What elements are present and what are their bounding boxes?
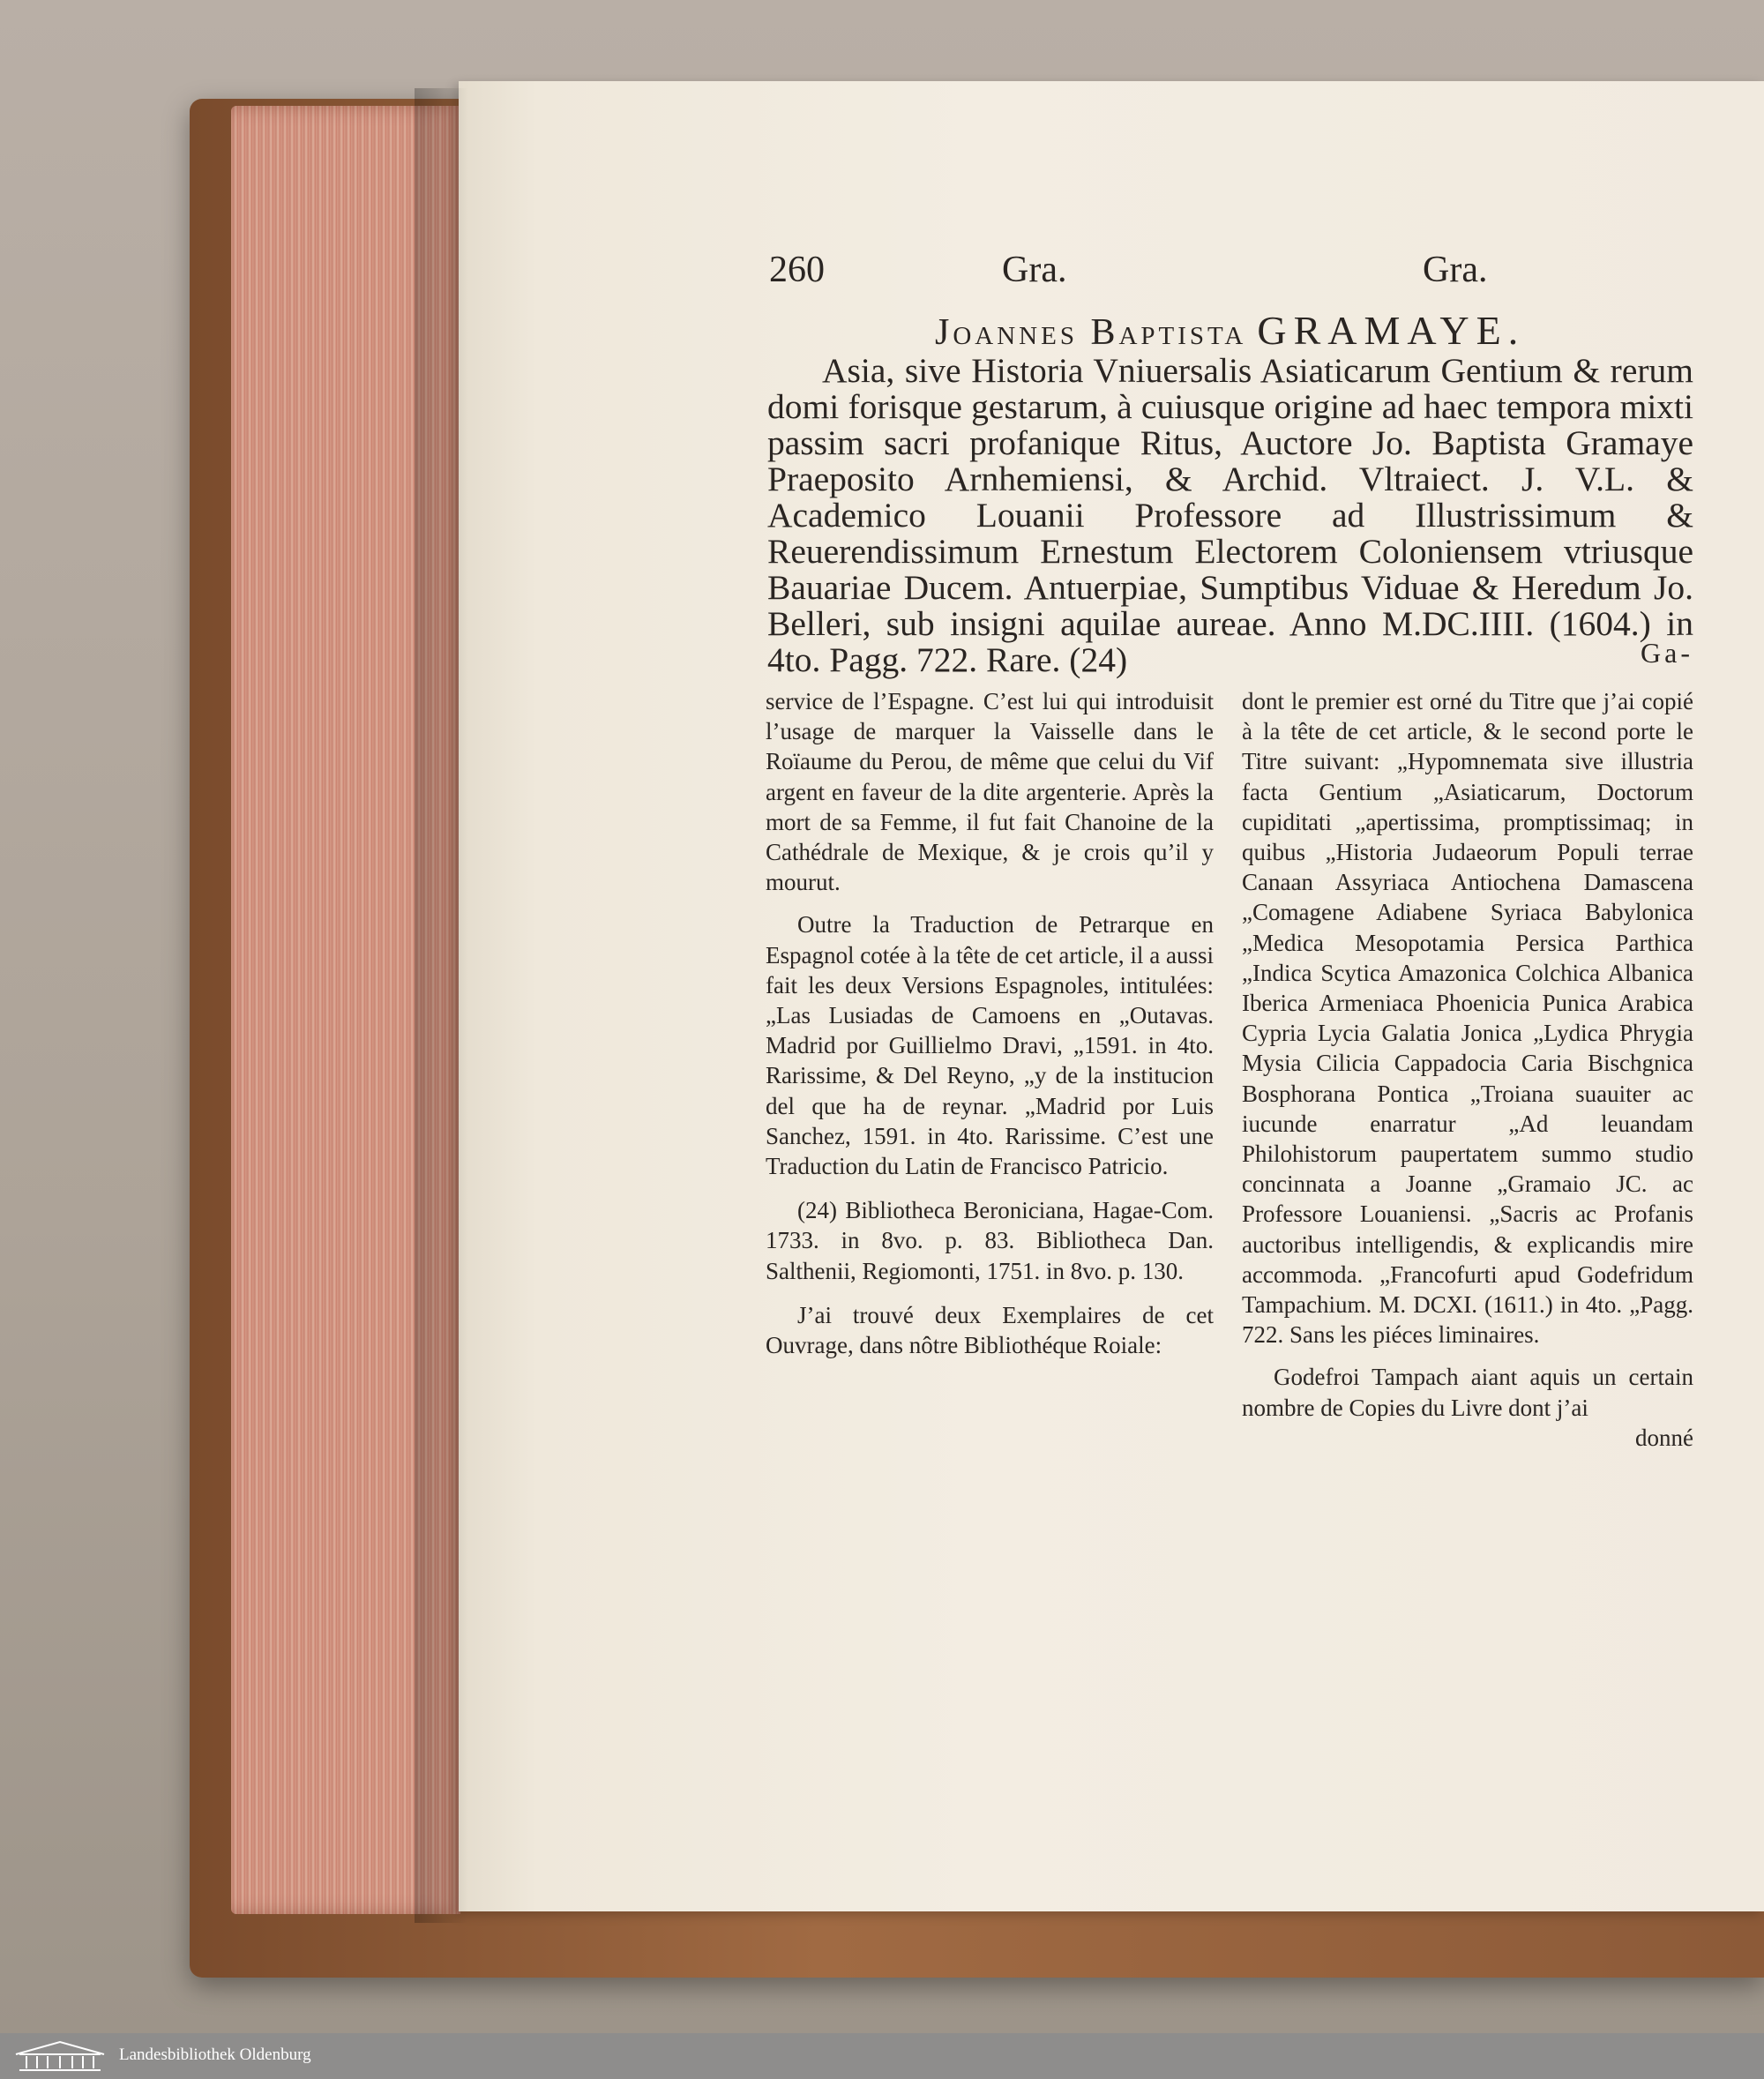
- running-head-left: Gra.: [1002, 250, 1067, 290]
- left-column: [766, 686, 1214, 1372]
- right-paragraph-1: dont le premier est orné du Titre que j’ai copié à la tête de cet article, & le second porte le Titre suivant: „Hypomnemata sive illustria facta Gentium „Asiaticarum, Doctorum cupiditati „apertissima, promptissimaq; in quibus „Historia Judaeorum Populi terrae Canaan Assyriaca Antiochena Damascena „Comagene Adiabene Syriaca Babylonica „Medica Mesopotamia Persica Parthica „Indica Scytica Amazonica Colchica Albanica Iberica Armeniaca Phoenicia Punica Arabica Cypria Lycia Galatia Jonica „Lydica Phrygia Mysia Cilicia Cappadocia Caria Bischgnica Bosphorana Pontica „Troiana suauiter ac iucunde enarratur „Ad leuandam Philohistorum paupertatem summo studio concinnata a Joanne „Gramaio JC. ac Professore Louaniensi. „Sacris ac Profanis auctoribus intelligendis, & explicandis mire accommoda. „Francofurti apud Godefridum Tampachium. M. DCXI. (1611.) in 4to. „Pagg. 722. Sans les piéces liminaires.: [1242, 688, 1693, 1349]
- entry-author: [935, 307, 1525, 354]
- library-building-icon: [12, 2038, 108, 2074]
- right-catchword: donné: [1635, 1424, 1693, 1451]
- page-number: 260: [769, 250, 825, 290]
- left-paragraph-3: J’ai trouvé deux Exemplaires de cet Ouvrage, dans nôtre Bibliothéque Roiale:: [766, 1301, 1214, 1359]
- left-paragraph-1: service de l’Espagne. C’est lui qui introduisit l’usage de marquer la Vaisselle dans le Roïaume du Perou, de même que celui du Vif argent en faveur de la dite argenterie. Après la mort de sa Femme, il fut fait Chanoine de la Cathédrale de Mexique, & je crois qu’il y mourut.: [766, 688, 1214, 896]
- left-paragraph-2: Outre la Traduction de Petrarque en Espagnol cotée à la tête de cet article, il a aussi fait les deux Versions Espagnoles, intitulées: „Las Lusiadas de Camoens en „Outavas. Madrid por Guillielmo Dravi, „1591. in 4to. Rarissime, & Del Reyno, „y de la institucion del que ha de reynar. „Madrid por Luis Sanchez, 1591. in 4to. Rarissime. C’est une Traduction du Latin de Francisco Patricio.: [766, 911, 1214, 1180]
- footer-bar: [0, 2033, 1764, 2079]
- gutter-shadow: [415, 88, 467, 1923]
- entry-title-text: Asia, sive Historia Vniuersalis Asiaticarum Gentium & rerum domi forisque gestarum, à cuiusque origine ad haec tempora mixti passim sacri profanique Ritus, Auctore Jo. Baptista Gramaye Praeposito Arnhemiensi, & Archid. Vltraiect. J. V.L. & Academico Louanii Professore ad Illustrissimum & Reuerendissimum Ernestum Electorem Coloniensem vtriusque Bauariae Ducem. Antuerpiae, Sumptibus Viduae & Heredum Jo. Belleri, sub insigni aquilae aureae. Anno M.DC.IIII. (1604.) in 4to. Pagg. 722. Rare. (24): [767, 351, 1693, 679]
- author-surname: GRAMAYE.: [1257, 308, 1526, 353]
- author-first-names: Joannes Baptista: [935, 312, 1247, 353]
- footnote-24: (24) Bibliotheca Beroniciana, Hagae-Com. 1733. in 8vo. p. 83. Bibliotheca Dan. Salthenii, Regiomonti, 1751. in 8vo. p. 130.: [766, 1197, 1214, 1284]
- right-paragraph-2: Godefroi Tampach aiant aquis un certain nombre de Copies du Livre dont j’ai: [1242, 1364, 1693, 1421]
- running-head-right: Gra.: [1423, 250, 1488, 290]
- right-column: [1242, 686, 1693, 1465]
- library-name: Landesbibliothek Oldenburg: [119, 2045, 311, 2064]
- catchword: Ga-: [1641, 637, 1693, 669]
